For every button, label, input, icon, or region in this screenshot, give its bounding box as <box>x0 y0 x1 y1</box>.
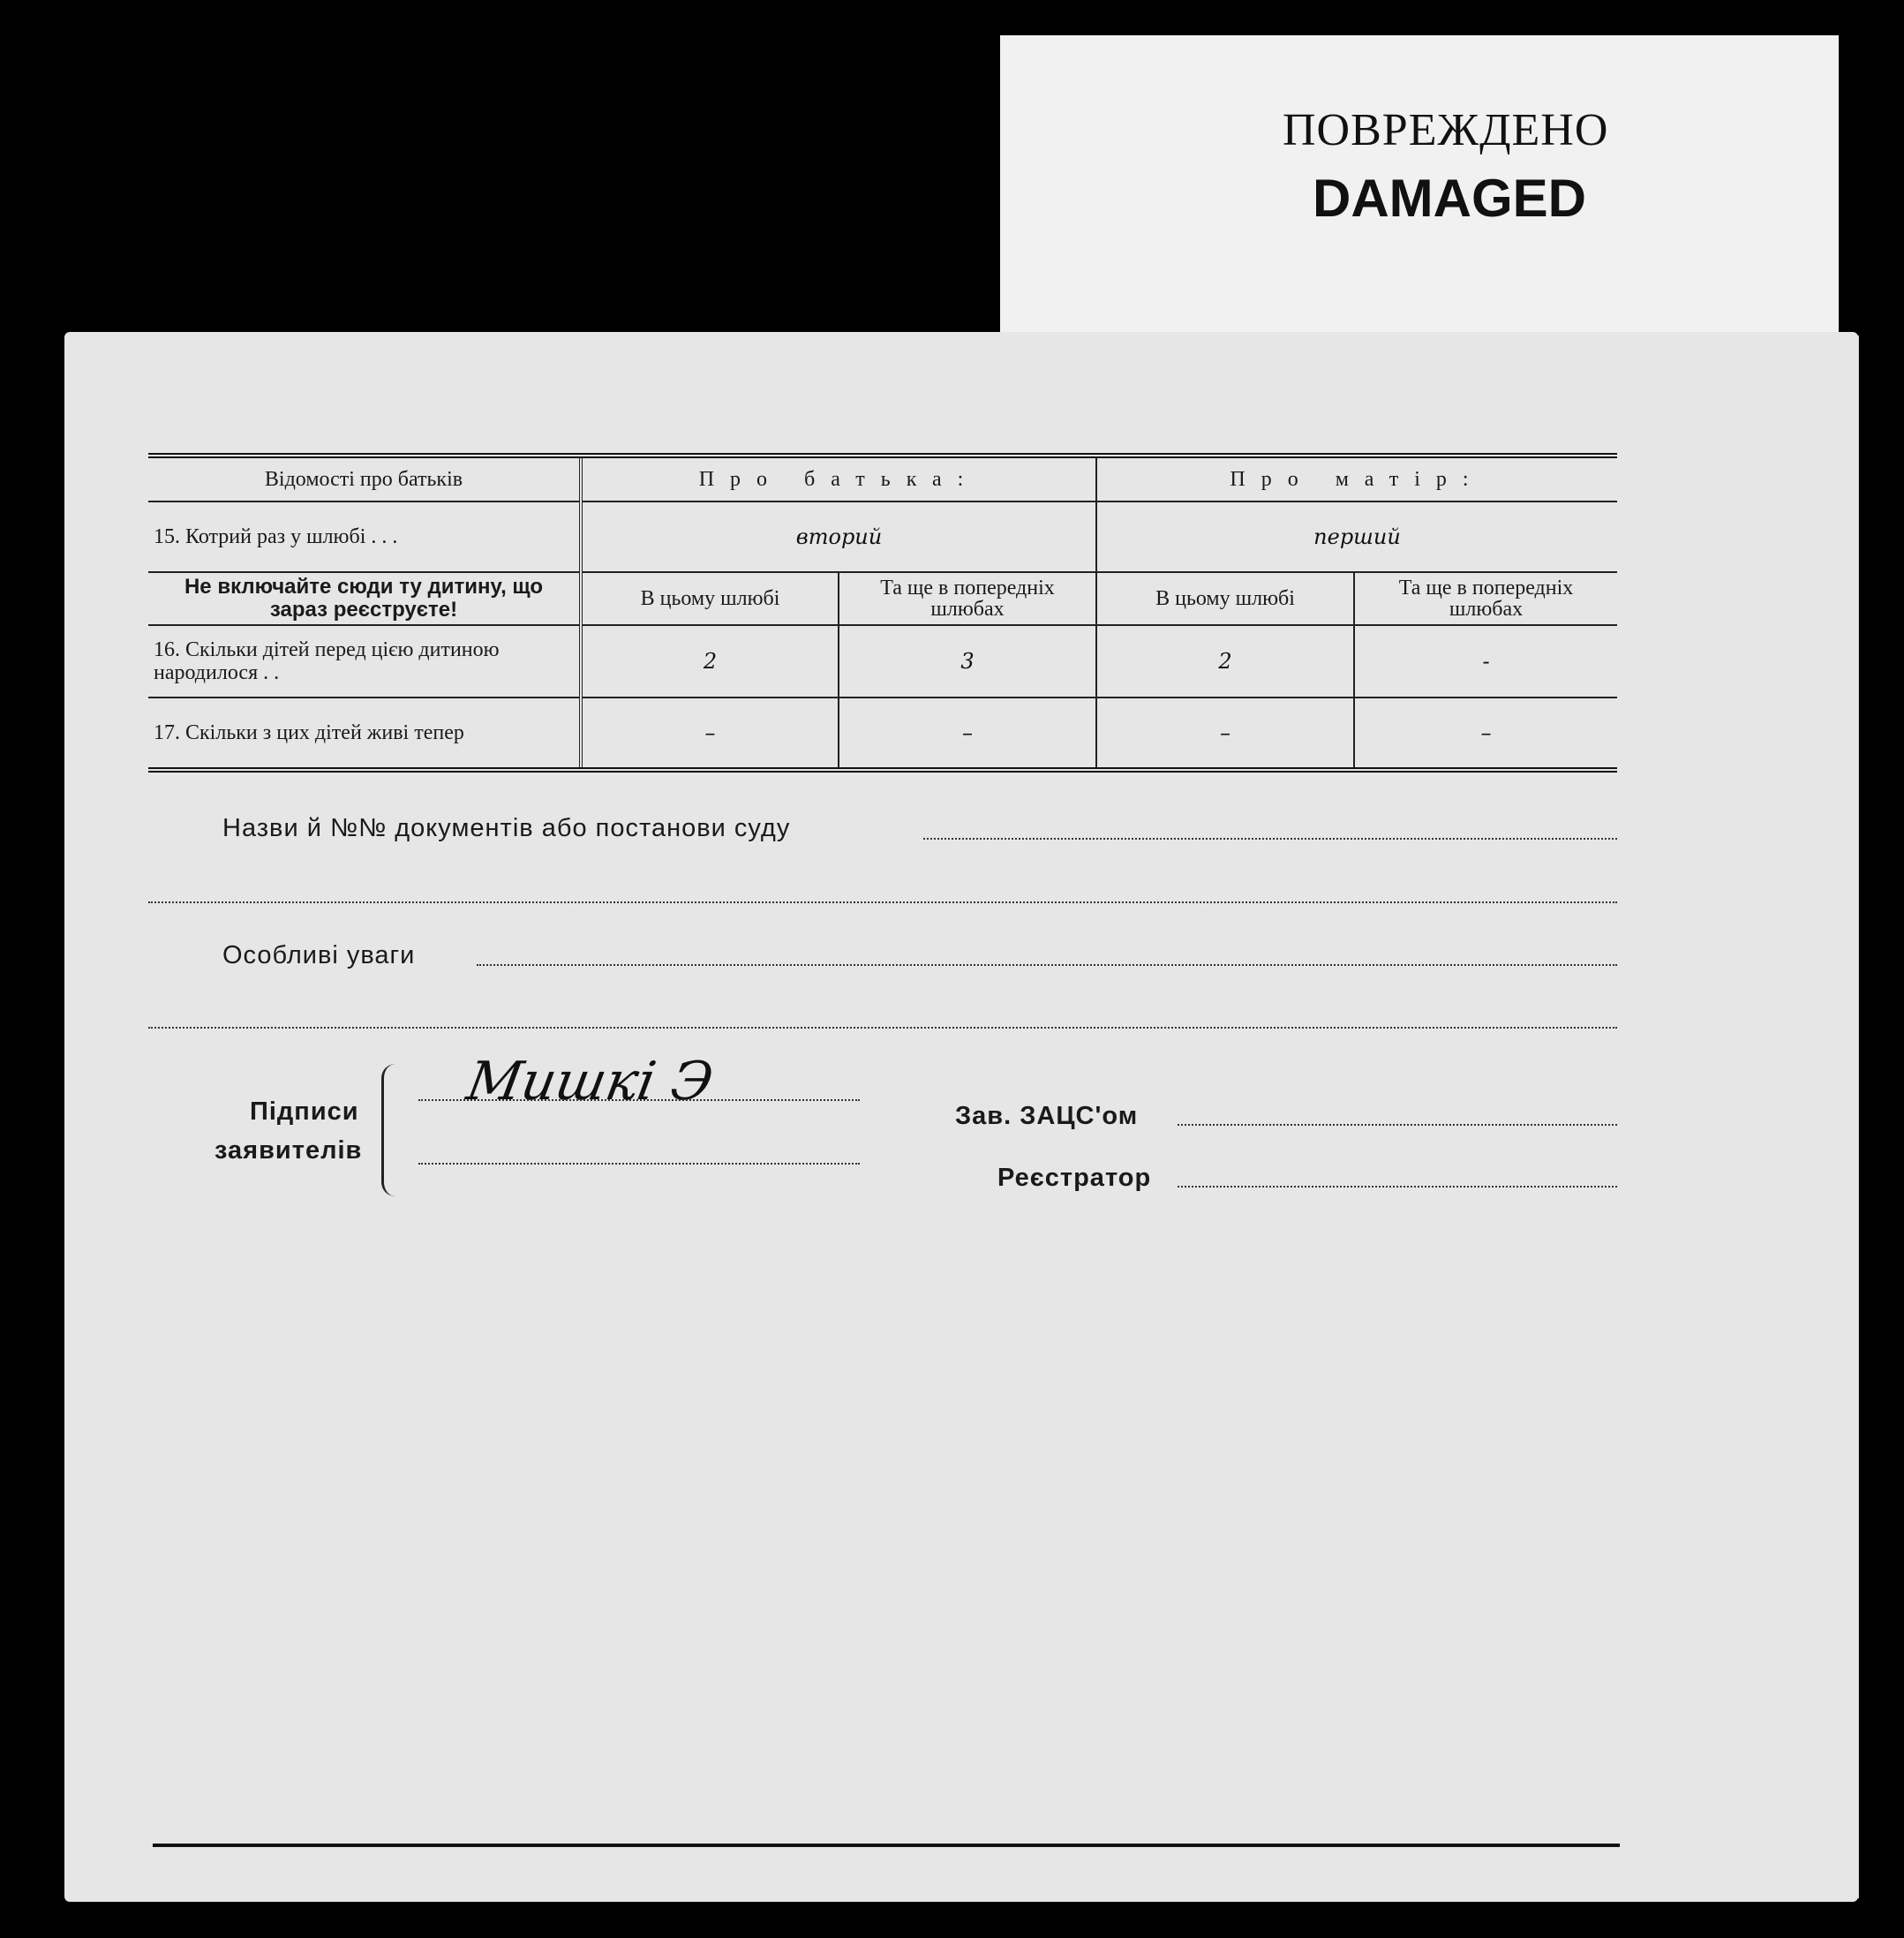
table-row-16 <box>148 625 1617 698</box>
row15-mother-value: перший <box>1096 501 1617 572</box>
damaged-label-en: DAMAGED <box>1313 169 1586 228</box>
row17-value: – <box>1096 698 1354 770</box>
subheader-prev-marriages-mother: Та ще в попередніх шлюбах <box>1354 572 1617 625</box>
header-father: Про батька: <box>581 456 1096 501</box>
damaged-label-card <box>1000 35 1839 344</box>
damaged-label-uk: ПОВРЕЖДЕНО <box>1283 105 1609 155</box>
header-mother: Про матір: <box>1096 456 1617 501</box>
signature-line-2 <box>418 1163 860 1165</box>
row16-value: 2 <box>581 625 839 698</box>
row15-label: 15. Котрий раз у шлюбі . . . <box>148 501 581 572</box>
signatures-label-2: заявителів <box>214 1136 363 1165</box>
applicant-signature: Мишкі Э <box>462 1051 719 1112</box>
row16-value: - <box>1354 625 1617 698</box>
subheader-prev-marriages-father: Та ще в попередніх шлюбах <box>839 572 1096 625</box>
documents-label: Назви й №№ документів або постанови суду <box>222 814 791 842</box>
head-label: Зав. ЗАЦС'ом <box>955 1102 1139 1130</box>
parents-info-table <box>148 453 1617 773</box>
row17-value: – <box>581 698 839 770</box>
row17-value: – <box>1354 698 1617 770</box>
signatures-brace <box>381 1064 400 1196</box>
signatures-label-1: Підписи <box>250 1097 359 1126</box>
row15-father-value: вторий <box>581 501 1096 572</box>
notes-line <box>477 964 1617 966</box>
table-row-17 <box>148 698 1617 770</box>
registrar-label: Реєстратор <box>997 1164 1152 1192</box>
documents-line-2 <box>148 901 1617 903</box>
exclusion-warning: Не включайте сюди ту дитину, що зараз реєструєте! <box>148 572 581 625</box>
header-parents-info: Відомості про батьків <box>148 456 581 501</box>
table-row-15 <box>148 501 1617 572</box>
row16-value: 2 <box>1096 625 1354 698</box>
row16-label: 16. Скільки дітей перед цією дитиною народилося . . <box>148 625 581 698</box>
row16-value: 3 <box>839 625 1096 698</box>
table-header-row <box>148 456 1617 501</box>
table-subheader-row <box>148 572 1617 625</box>
notes-label: Особливі уваги <box>222 941 416 969</box>
subheader-this-marriage-mother: В цьому шлюбі <box>1096 572 1354 625</box>
notes-line-2 <box>148 1027 1617 1029</box>
documents-line <box>923 838 1617 840</box>
row17-label: 17. Скільки з цих дітей живі тепер <box>148 698 581 770</box>
subheader-this-marriage-father: В цьому шлюбі <box>581 572 839 625</box>
head-line <box>1178 1124 1617 1126</box>
registrar-line <box>1178 1186 1617 1188</box>
signature-line-1 <box>418 1099 860 1101</box>
bottom-rule <box>153 1844 1620 1847</box>
row17-value: – <box>839 698 1096 770</box>
